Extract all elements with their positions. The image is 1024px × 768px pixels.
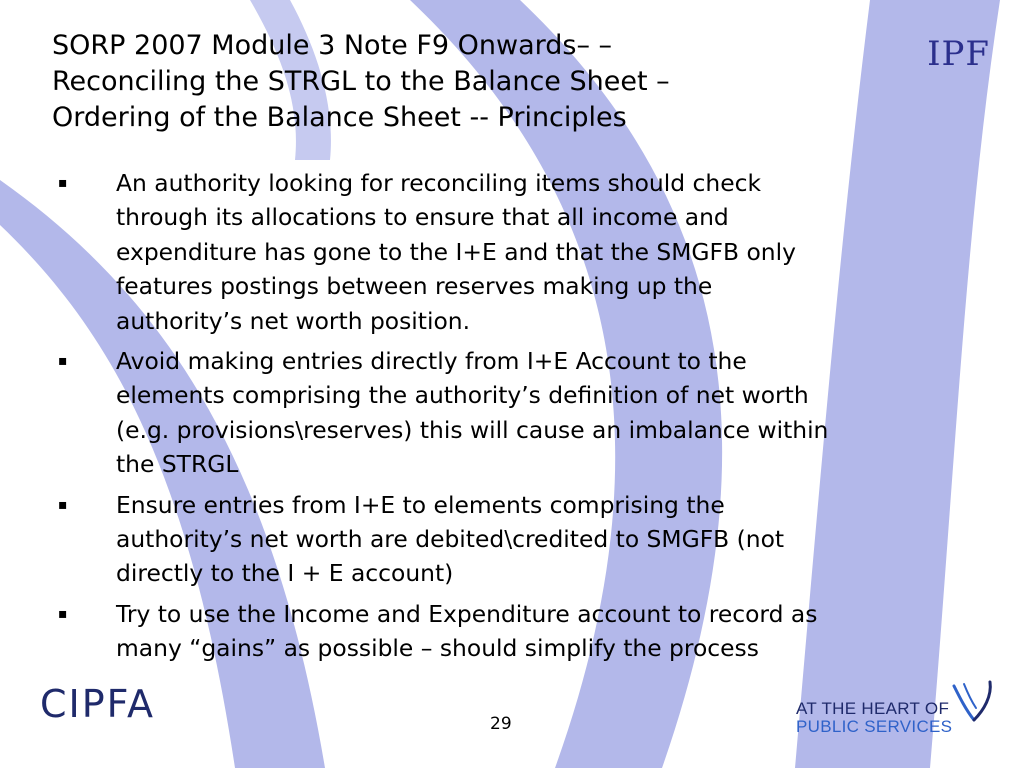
bullet-marker-icon: ▪ <box>58 605 68 622</box>
bullet-line: elements comprising the authority’s definition of net worth <box>116 381 809 410</box>
bullet-line: the STRGL <box>116 450 239 479</box>
bullet-text <box>116 488 998 591</box>
bullet-list <box>58 166 998 672</box>
bullet-item <box>58 166 998 338</box>
ipf-logo: IPF <box>927 34 990 74</box>
bullet-line: directly to the I + E account) <box>116 559 454 588</box>
bullet-text <box>116 344 998 482</box>
bullet-line: Avoid making entries directly from I+E Account to the <box>116 347 747 376</box>
bullet-item <box>58 597 998 666</box>
bullet-line: (e.g. provisions\reserves) this will cause an imbalance within <box>116 415 829 444</box>
cipfa-tick-icon <box>950 680 996 724</box>
bullet-line: authority’s net worth position. <box>116 306 471 335</box>
title-line: SORP 2007 Module 3 Note F9 Onwards– – <box>52 30 613 61</box>
tagline <box>796 700 952 736</box>
bullet-line: expenditure has gone to the I+E and that the SMGFB only <box>116 237 796 266</box>
cipfa-logo: CIPFA <box>40 682 156 726</box>
bullet-line: through its allocations to ensure that all income and <box>116 203 729 232</box>
title-line: Ordering of the Balance Sheet -- Principles <box>52 102 627 133</box>
bullet-item <box>58 488 998 591</box>
bullet-text <box>116 166 998 338</box>
bullet-item <box>58 344 998 482</box>
bullet-line: many “gains” as possible – should simplify the process <box>116 634 759 663</box>
bullet-line: features postings between reserves making up the <box>116 272 713 301</box>
slide-title <box>52 28 912 136</box>
tagline-line: PUBLIC SERVICES <box>796 717 953 736</box>
bullet-line: Ensure entries from I+E to elements comprising the <box>116 490 725 519</box>
bullet-marker-icon: ▪ <box>58 496 68 513</box>
bullet-line: authority’s net worth are debited\credited to SMGFB (not <box>116 525 785 554</box>
title-line: Reconciling the STRGL to the Balance Sheet – <box>52 66 670 97</box>
tagline-line: AT THE HEART OF <box>796 699 950 718</box>
bullet-line: An authority looking for reconciling items should check <box>116 169 761 197</box>
bullet-line: Try to use the Income and Expenditure account to record as <box>116 599 818 628</box>
bullet-text <box>116 597 998 666</box>
page-number: 29 <box>490 714 512 734</box>
bullet-marker-icon: ▪ <box>58 353 68 370</box>
bullet-marker-icon: ▪ <box>58 175 68 191</box>
